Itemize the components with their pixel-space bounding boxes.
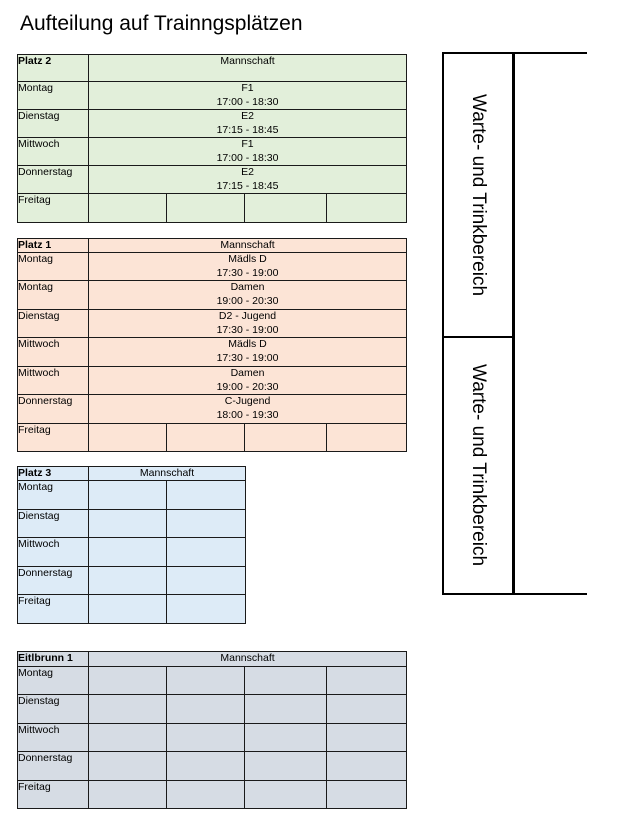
platz2-day-cell: Donnerstag [18, 166, 89, 194]
empty-cell [245, 724, 327, 752]
platz2-header: Mannschaft [89, 55, 407, 82]
time-slot: 17:00 - 18:30 [216, 151, 279, 164]
waiting-area-label-bottom: Warte- und Trinkbereich [468, 364, 489, 567]
time-slot: 17:30 - 19:00 [216, 323, 279, 336]
empty-cell [89, 752, 167, 781]
platz2-entry [89, 110, 407, 138]
eitlbrunn-table [17, 651, 407, 809]
platz2-day-cell: Montag [18, 82, 89, 110]
platz3-table [17, 466, 246, 624]
platz1-day-cell: Dienstag [18, 310, 89, 338]
empty-cell [167, 595, 246, 624]
platz2-table [17, 54, 407, 223]
platz3-day-cell: Dienstag [18, 510, 89, 538]
waiting-area-divider [512, 52, 515, 595]
eitlbrunn-day-cell: Dienstag [18, 695, 89, 724]
platz3-day-cell: Montag [18, 481, 89, 510]
time-slot: 17:15 - 18:45 [216, 179, 279, 192]
empty-cell [327, 424, 407, 452]
empty-cell [89, 194, 167, 223]
eitlbrunn-day-cell: Donnerstag [18, 752, 89, 781]
empty-cell [167, 724, 245, 752]
empty-cell [327, 724, 407, 752]
platz1-day-cell: Montag [18, 281, 89, 310]
platz2-day-cell: Dienstag [18, 110, 89, 138]
empty-cell [167, 510, 246, 538]
platz1-day-cell: Donnerstag [18, 395, 89, 424]
time-slot: 17:30 - 19:00 [216, 266, 279, 279]
empty-cell [327, 695, 407, 724]
platz1-entry [89, 310, 407, 338]
empty-cell [245, 667, 327, 695]
time-slot: 17:15 - 18:45 [216, 123, 279, 136]
page-title: Aufteilung auf Trainngsplätzen [20, 12, 303, 35]
platz1-entry [89, 253, 407, 281]
empty-cell [89, 538, 167, 567]
time-slot: 19:00 - 20:30 [216, 294, 279, 307]
empty-cell [89, 424, 167, 452]
waiting-area [442, 52, 585, 593]
platz1-table [17, 238, 407, 452]
eitlbrunn-day-cell: Mittwoch [18, 724, 89, 752]
empty-cell [167, 781, 245, 809]
team-name: E2 [241, 166, 254, 178]
platz1-header: Mannschaft [89, 239, 407, 253]
platz1-entry [89, 367, 407, 395]
platz3-header: Mannschaft [89, 467, 246, 481]
platz1-day-cell: Montag [18, 253, 89, 281]
empty-cell [89, 724, 167, 752]
empty-cell [89, 481, 167, 510]
platz3-day-cell: Freitag [18, 595, 89, 624]
empty-cell [89, 510, 167, 538]
team-name: F1 [241, 138, 254, 150]
platz1-day-cell: Mittwoch [18, 338, 89, 367]
platz3-label: Platz 3 [18, 467, 89, 481]
team-name: Mädls D [228, 253, 267, 265]
empty-cell [245, 781, 327, 809]
empty-cell [167, 667, 245, 695]
time-slot: 17:00 - 18:30 [216, 95, 279, 108]
empty-cell [89, 667, 167, 695]
platz1-entry [89, 281, 407, 310]
eitlbrunn-label: Eitlbrunn 1 [18, 652, 89, 667]
empty-cell [167, 695, 245, 724]
empty-cell [245, 695, 327, 724]
team-name: Damen [230, 367, 265, 379]
platz3-day-cell: Donnerstag [18, 567, 89, 595]
platz1-day-cell: Mittwoch [18, 367, 89, 395]
platz3-day-cell: Mittwoch [18, 538, 89, 567]
platz2-day-cell: Mittwoch [18, 138, 89, 166]
empty-cell [89, 595, 167, 624]
empty-cell [167, 567, 246, 595]
empty-cell [327, 667, 407, 695]
empty-cell [167, 424, 245, 452]
platz1-entry [89, 395, 407, 424]
team-name: E2 [241, 110, 254, 122]
time-slot: 17:30 - 19:00 [216, 351, 279, 364]
platz2-entry [89, 166, 407, 194]
platz2-entry [89, 138, 407, 166]
empty-cell [89, 695, 167, 724]
empty-cell [245, 752, 327, 781]
waiting-area-label-top: Warte- und Trinkbereich [468, 93, 489, 297]
empty-cell [327, 781, 407, 809]
eitlbrunn-day-cell: Montag [18, 667, 89, 695]
empty-cell [167, 538, 246, 567]
empty-cell [167, 194, 245, 223]
platz2-day-cell: Freitag [18, 194, 89, 223]
waiting-area-top-line [514, 52, 587, 54]
team-name: Mädls D [228, 338, 267, 350]
empty-cell [167, 752, 245, 781]
platz2-entry [89, 82, 407, 110]
empty-cell [327, 194, 407, 223]
eitlbrunn-header: Mannschaft [89, 652, 407, 667]
eitlbrunn-day-cell: Freitag [18, 781, 89, 809]
team-name: D2 - Jugend [218, 310, 277, 322]
platz1-label: Platz 1 [18, 239, 89, 253]
team-name: F1 [241, 82, 254, 94]
empty-cell [167, 481, 246, 510]
empty-cell [327, 752, 407, 781]
waiting-area-bottom-line [514, 593, 587, 595]
time-slot: 19:00 - 20:30 [216, 380, 279, 393]
empty-cell [89, 781, 167, 809]
empty-cell [245, 424, 327, 452]
platz2-label: Platz 2 [18, 55, 89, 82]
platz1-day-cell: Freitag [18, 424, 89, 452]
empty-cell [245, 194, 327, 223]
platz1-entry [89, 338, 407, 367]
team-name: Damen [230, 281, 265, 293]
team-name: C-Jugend [224, 395, 271, 407]
empty-cell [89, 567, 167, 595]
time-slot: 18:00 - 19:30 [216, 408, 279, 421]
